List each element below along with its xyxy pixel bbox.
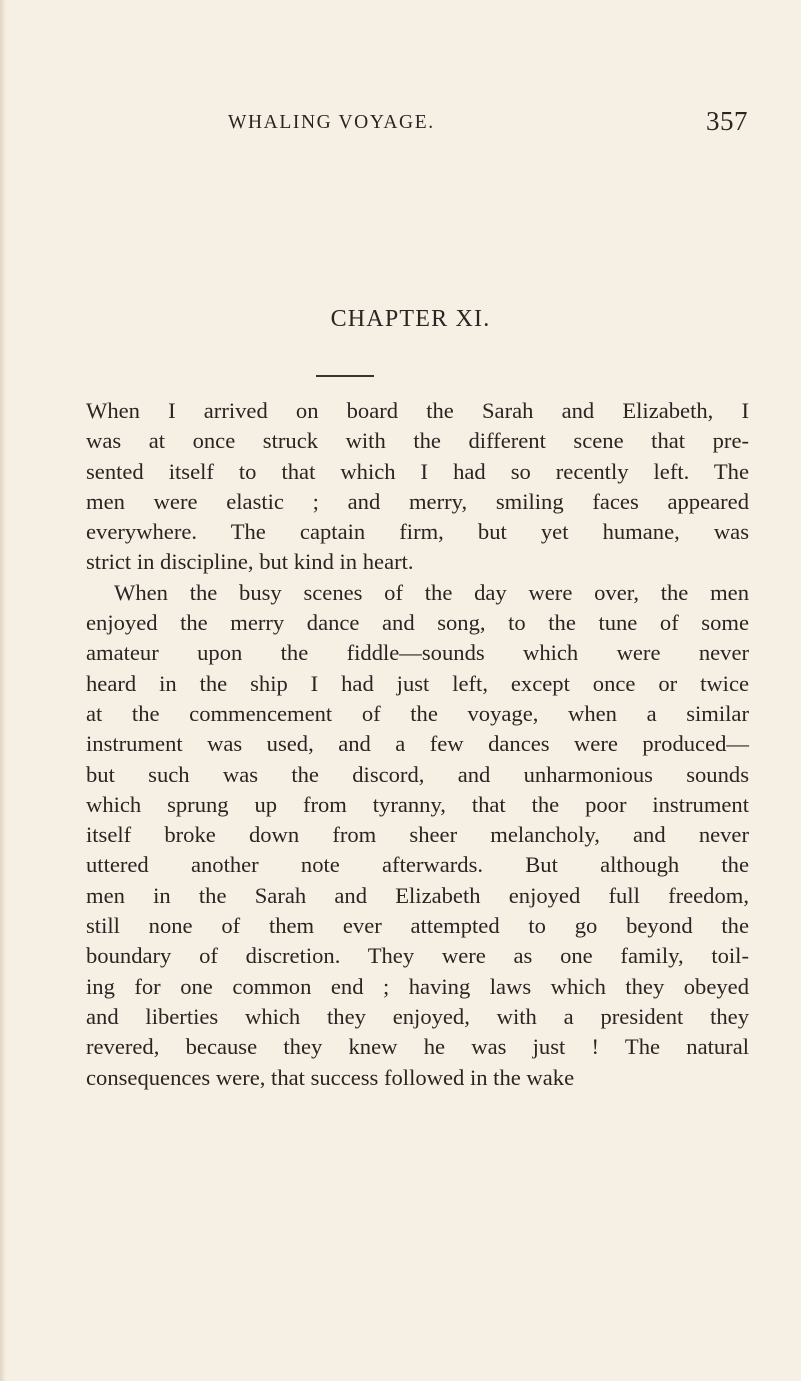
text-line: When I arrived on board the Sarah and Elizabeth, I bbox=[86, 398, 749, 423]
text-line: was at once struck with the different scene that pre- bbox=[86, 428, 749, 454]
text-line: sented itself to that which I had so recently left. The bbox=[86, 458, 749, 484]
text-line: men in the Sarah and Elizabeth enjoyed full freedom, bbox=[86, 882, 749, 908]
text-line: consequences were, that success followed in the wake bbox=[86, 1064, 575, 1090]
text-line: men were elastic ; and merry, smiling faces appeared bbox=[86, 488, 749, 514]
running-head-title: WHALING VOYAGE. bbox=[228, 112, 435, 133]
text-line: revered, because they knew he was just ! The natural bbox=[86, 1034, 749, 1060]
page-gutter-shadow bbox=[0, 0, 6, 1381]
text-line: ing for one common end ; having laws which they obeyed bbox=[86, 973, 749, 999]
text-line: When the busy scenes of the day were over, the men bbox=[114, 579, 749, 605]
running-head bbox=[228, 106, 748, 142]
text-line: everywhere. The captain firm, but yet humane, was bbox=[86, 519, 749, 545]
body-text bbox=[86, 396, 749, 1093]
text-line: at the commencement of the voyage, when a similar bbox=[86, 700, 749, 726]
text-line: boundary of discretion. They were as one family, toil- bbox=[86, 943, 749, 969]
text-line: itself broke down from sheer melancholy, and never bbox=[86, 822, 749, 848]
chapter-title: CHAPTER XI. bbox=[330, 306, 491, 332]
text-line: which sprung up from tyranny, that the poor instrument bbox=[86, 791, 749, 817]
text-line: still none of them ever attempted to go beyond the bbox=[86, 913, 749, 939]
page-number: 357 bbox=[706, 106, 748, 136]
text-line: amateur upon the fiddle—sounds which were never bbox=[86, 640, 749, 666]
text-line: enjoyed the merry dance and song, to the tune of some bbox=[86, 610, 749, 636]
text-line: uttered another note afterwards. But although the bbox=[86, 852, 749, 878]
text-line: and liberties which they enjoyed, with a president they bbox=[86, 1003, 749, 1029]
chapter-divider-rule bbox=[316, 375, 374, 377]
text-line: but such was the discord, and unharmonious sounds bbox=[86, 761, 749, 787]
text-line: instrument was used, and a few dances were produced— bbox=[86, 731, 749, 757]
text-line: strict in discipline, but kind in heart. bbox=[86, 549, 414, 575]
text-line: heard in the ship I had just left, except once or twice bbox=[86, 670, 749, 696]
